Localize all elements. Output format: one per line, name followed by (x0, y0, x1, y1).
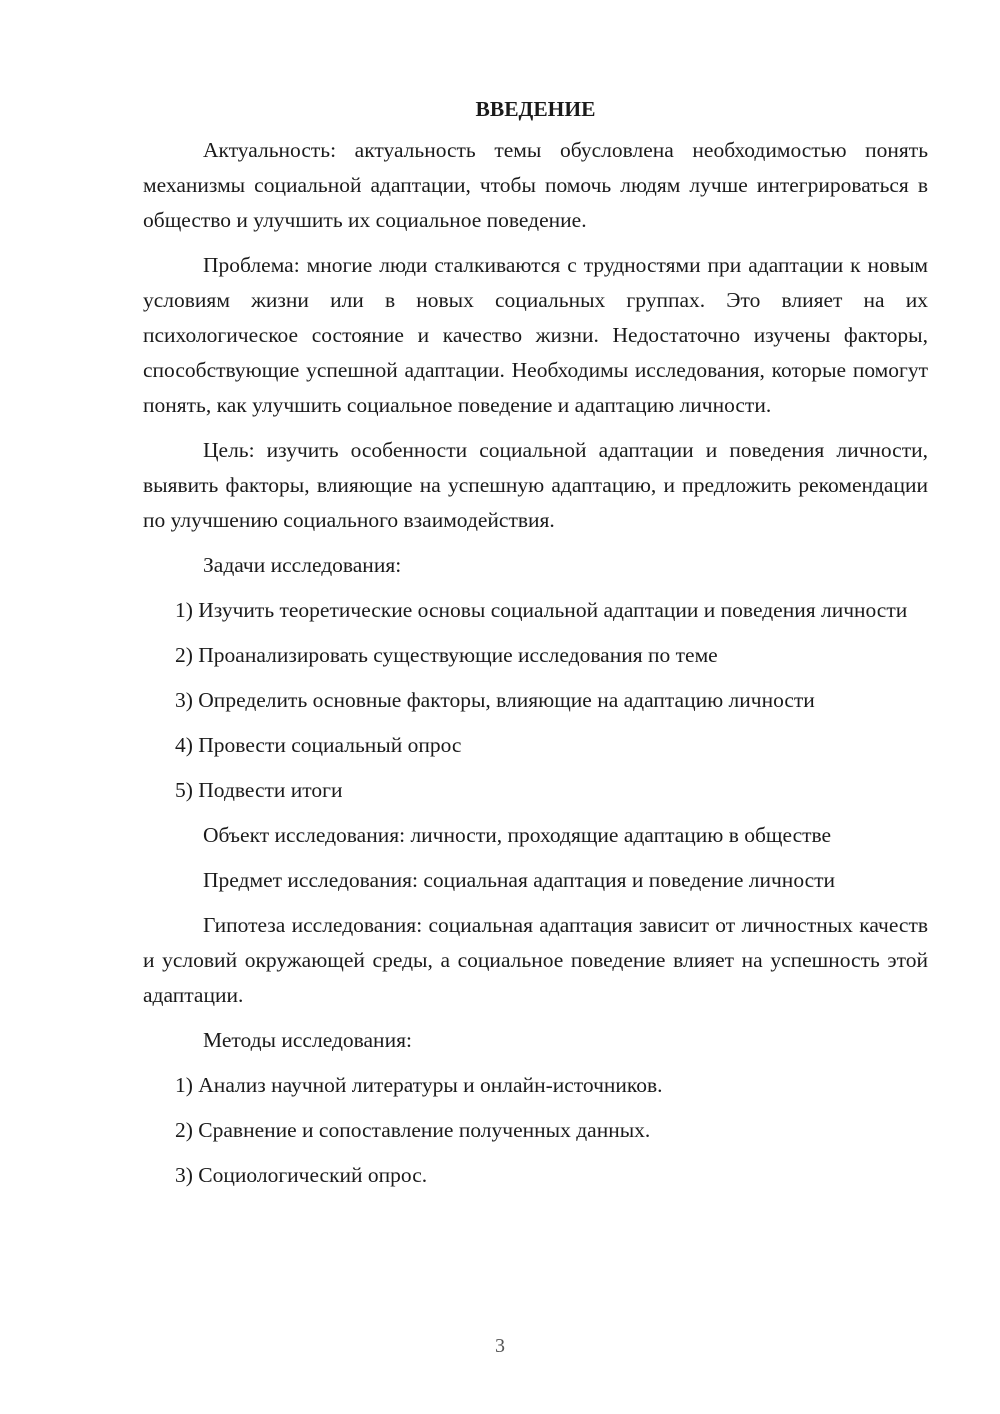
paragraph-hypothesis: Гипотеза исследования: социальная адаптация зависит от личностных качеств и условий окружающей среды, а социальное поведение влияет на успешность этой адаптации. (143, 913, 928, 1007)
method-item-1: 1) Анализ научной литературы и онлайн-источников. (175, 1073, 663, 1097)
task-item-3: 3) Определить основные факторы, влияющие на адаптацию личности (175, 688, 815, 712)
paragraph-goal: Цель: изучить особенности социальной адаптации и поведения личности, выявить факторы, влияющие на успешную адаптацию, и предложить рекомендации по улучшению социального взаимодействия. (143, 438, 928, 532)
tasks-heading: Задачи исследования: (203, 553, 402, 577)
section-title: ВВЕДЕНИЕ (475, 97, 596, 121)
task-item-1: 1) Изучить теоретические основы социальной адаптации и поведения личности (175, 598, 908, 622)
paragraph-subject: Предмет исследования: социальная адаптация и поведение личности (203, 868, 836, 892)
task-item-5: 5) Подвести итоги (175, 778, 343, 802)
task-item-2: 2) Проанализировать существующие исследования по теме (175, 643, 718, 667)
paragraph-problem: Проблема: многие люди сталкиваются с трудностями при адаптации к новым условиям жизни или в новых социальных группах. Это влияет на их психологическое состояние и качество жизни. Недостаточно изучены факторы, способствующие успешной адаптации. Необходимы исследования, которые помогут понять, как улучшить социальное поведение и адаптацию личности. (143, 253, 928, 417)
task-item-4: 4) Провести социальный опрос (175, 733, 462, 757)
methods-heading: Методы исследования: (203, 1028, 412, 1052)
paragraph-relevance: Актуальность: актуальность темы обусловлена необходимостью понять механизмы социальной адаптации, чтобы помочь людям лучше интегрироваться в общество и улучшить их социальное поведение. (143, 138, 928, 232)
paragraph-object: Объект исследования: личности, проходящие адаптацию в обществе (203, 823, 832, 847)
page-number: 3 (495, 1335, 505, 1357)
method-item-3: 3) Социологический опрос. (175, 1163, 428, 1187)
method-item-2: 2) Сравнение и сопоставление полученных данных. (175, 1118, 651, 1142)
document-page (143, 92, 928, 1203)
